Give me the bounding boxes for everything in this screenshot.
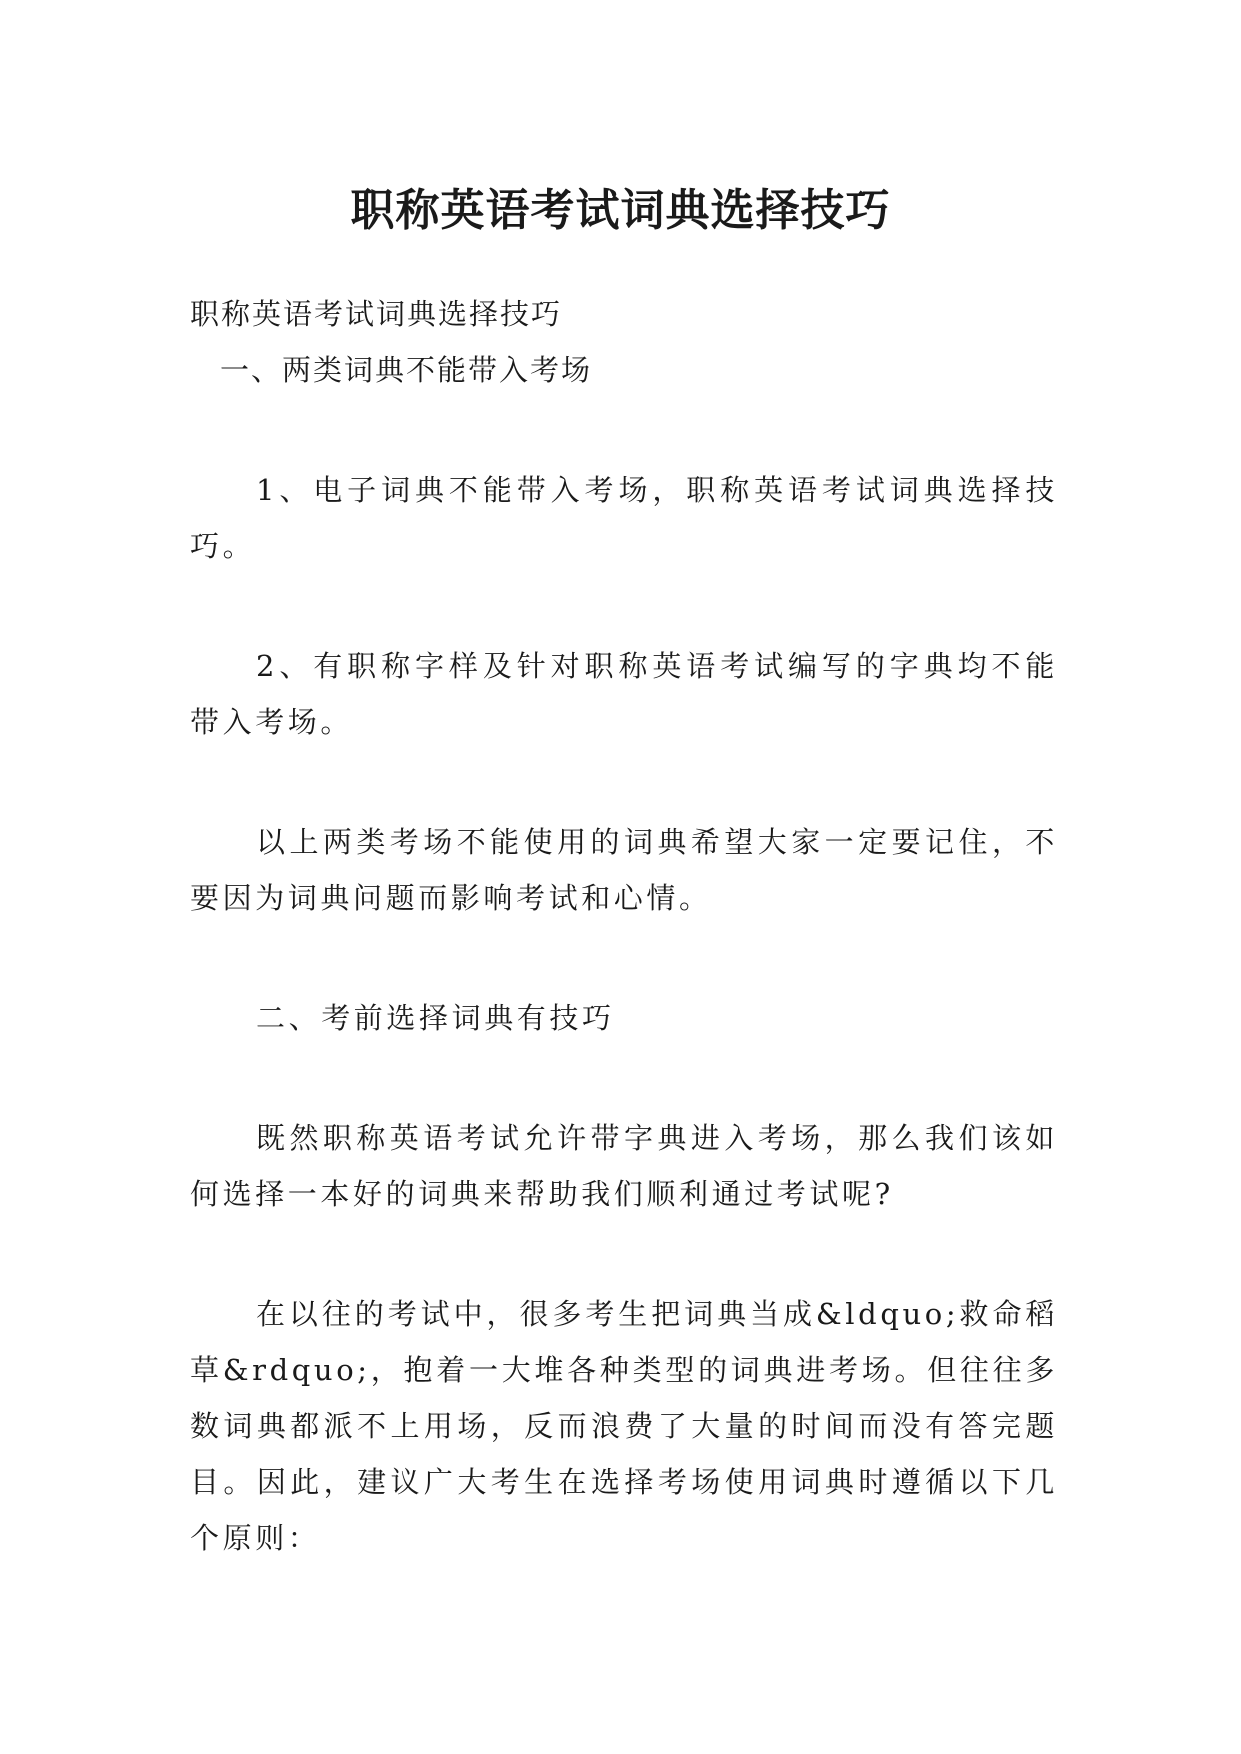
paragraph-3: 以上两类考场不能使用的词典希望大家一定要记住，不要因为词典问题而影响考试和心情。 (190, 825, 1058, 915)
paragraph-4: 既然职称英语考试允许带字典进入考场，那么我们该如何选择一本好的词典来帮助我们顺利通过考试呢? (190, 1121, 1058, 1211)
document-body (190, 286, 1058, 1566)
section-heading-2: 二、考前选择词典有技巧 (256, 1001, 615, 1035)
subtitle-line: 职称英语考试词典选择技巧 (190, 297, 563, 331)
document-title: 职称英语考试词典选择技巧 (350, 185, 891, 237)
paragraph-2: 2、有职称字样及针对职称英语考试编写的字典均不能带入考场。 (190, 649, 1058, 739)
paragraph-5: 在以往的考试中，很多考生把词典当成&ldquo;救命稻草&rdquo;，抱着一大堆各种类型的词典进考场。但往往多数词典都派不上用场，反而浪费了大量的时间而没有答完题目。因此，建议广大考生在选择考场使用词典时遵循以下几个原则： (190, 1297, 1058, 1555)
paragraph-1: 1、电子词典不能带入考场，职称英语考试词典选择技巧。 (190, 473, 1058, 563)
section-heading-1: 一、两类词典不能带入考场 (220, 353, 593, 387)
